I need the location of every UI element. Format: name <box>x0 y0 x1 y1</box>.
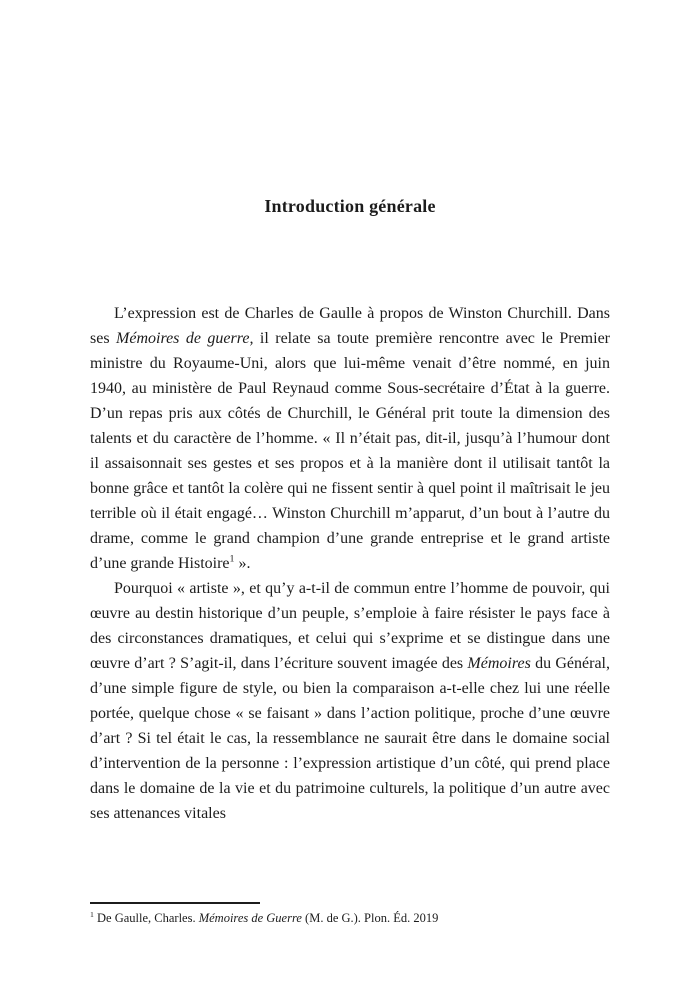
footnote-separator-rule <box>90 902 260 904</box>
footnote-text: $^1$ De Gaulle, Charles. Mémoires de Guerre (M. de G.). Plon. Éd. 2019 <box>90 909 439 925</box>
paragraph-1: L’expression est de Charles de Gaulle à propos de Winston Churchill. Dans ses Mémoires de guerre, il relate sa toute première rencontre avec le Premier ministre du Royaume-Uni, alors que lui-même venait d’être nommé, en juin 1940, au ministère de Paul Reynaud comme Sous-secrétaire d’État à la guerre. D’un repas pris aux côtés de Churchill, le Général prit toute la dimension des talents et du caractère de l’homme. « Il n’était pas, dit-il, jusqu’à l’humour dont il assaisonnait ses gestes et ses propos et à la manière dont il utilisait tantôt la bonne grâce et tantôt la colère qui ne fissent sentir à quel point il maîtrisait le jeu terrible où il était engagé… Winston Churchill m’apparut, d’un bout à l’autre du drame, comme le grand champion d’une grande entreprise et le grand artiste d’une grande Histoire$^1$ ». <box>90 305 610 572</box>
document-body <box>90 301 610 826</box>
paragraph-2: Pourquoi « artiste », et qu’y a-t-il de commun entre l’homme de pouvoir, qui œuvre au destin historique d’un peuple, s’emploie à faire résister le pays face à des circonstances dramatiques, et celui qui s’exprime et se distingue dans une œuvre d’art ? S’agit-il, dans l’écriture souvent imagée des Mémoires du Général, d’une simple figure de style, ou bien la comparaison a-t-elle chez lui une réelle portée, quelque chose « se faisant » dans l’action politique, proche d’une œuvre d’art ? Si tel était le cas, la ressemblance ne saurait être dans le domaine social d’intervention de la personne : l’expression artistique d’un côté, qui prend place dans le domaine de la vie et du patrimoine culturels, la politique d’un autre avec ses attenances vitales <box>90 580 610 822</box>
page-title: Introduction générale <box>264 196 436 216</box>
footnote-area <box>90 902 610 927</box>
